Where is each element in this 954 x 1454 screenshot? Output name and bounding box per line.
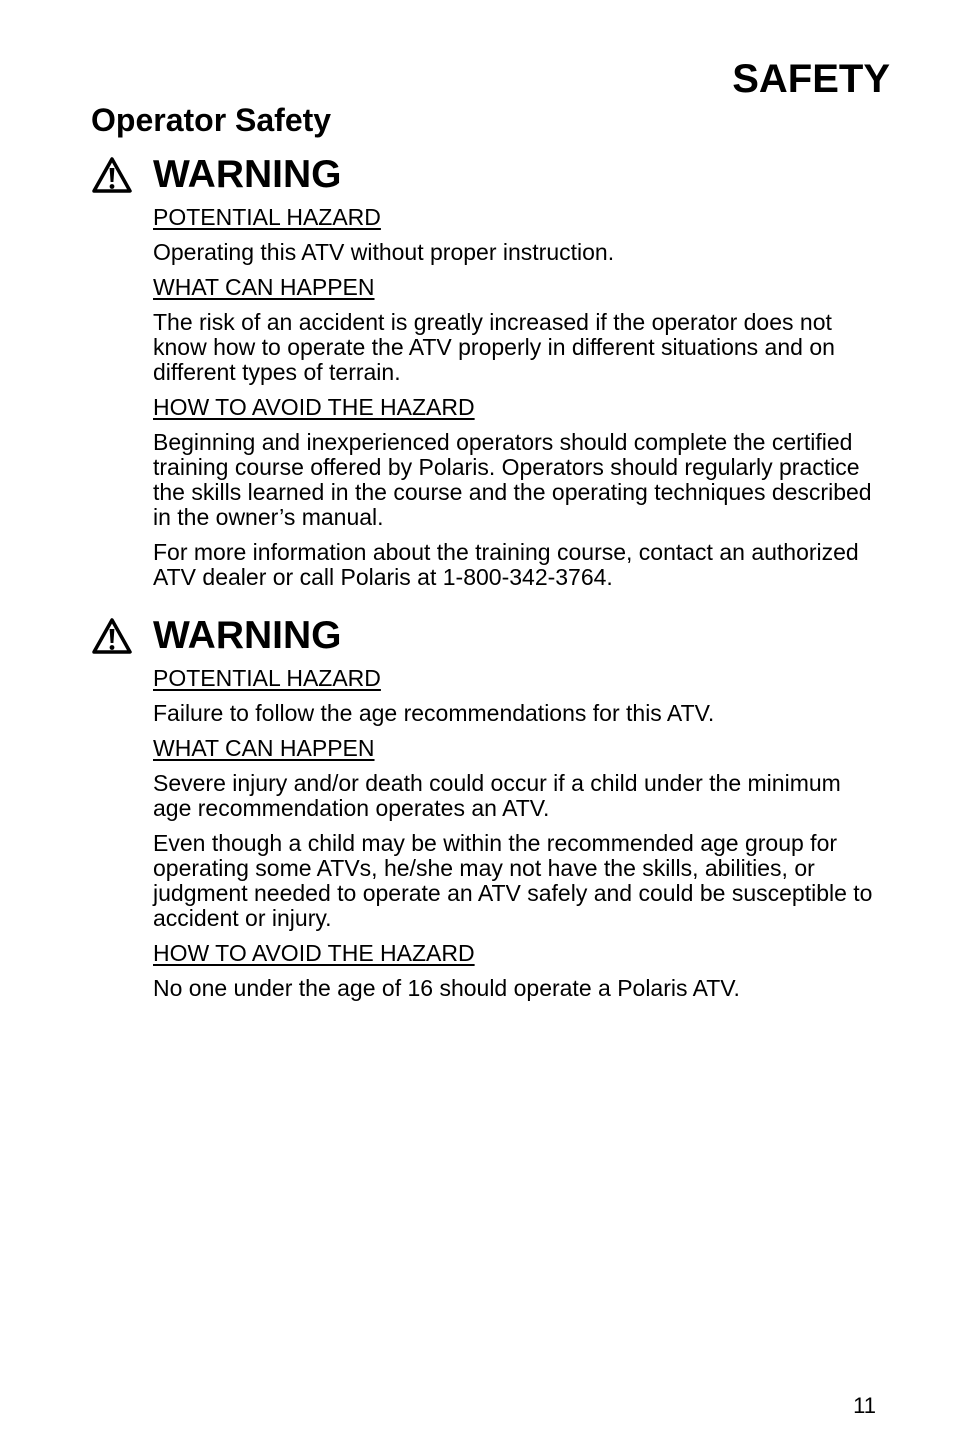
warning-title: WARNING <box>153 153 342 196</box>
what-can-happen-label: WHAT CAN HAPPEN <box>153 274 375 300</box>
warning-header <box>91 151 891 199</box>
warning-body <box>153 205 883 590</box>
warning-triangle-icon <box>92 157 132 193</box>
what-can-happen-text: The risk of an accident is greatly increased if the operator does not know how to operate the ATV properly in different situations and on different types of terrain. <box>153 309 835 385</box>
training-contact-text: For more information about the training course, contact an authorized ATV dealer or call Polaris at 1-800-342-3764. <box>153 539 859 590</box>
what-can-happen-label: WHAT CAN HAPPEN <box>153 735 375 761</box>
warning-block-instruction <box>91 151 891 600</box>
page-number: 11 <box>853 1393 876 1418</box>
potential-hazard-text: Operating this ATV without proper instruction. <box>153 239 615 265</box>
how-to-avoid-text: Beginning and inexperienced operators should complete the certified training course offered by Polaris. Operators should regularly practice the skills learned in the course and the operating techniques described in the owner’s manual. <box>153 429 872 530</box>
how-to-avoid-label: HOW TO AVOID THE HAZARD <box>153 940 475 966</box>
potential-hazard-text: Failure to follow the age recommendations for this ATV. <box>153 700 715 726</box>
warning-body <box>153 666 883 1001</box>
warning-triangle-icon <box>92 618 132 654</box>
warning-block-age <box>91 612 891 1011</box>
warning-header <box>91 612 891 660</box>
subsection-title: Operator Safety <box>91 102 332 138</box>
age-group-text: Even though a child may be within the recommended age group for operating some ATVs, he/she may not have the skills, abilities, or judgment needed to operate an ATV safely and could be susceptible to accident or injury. <box>153 830 873 931</box>
warning-title: WARNING <box>153 614 342 657</box>
potential-hazard-label: POTENTIAL HAZARD <box>153 204 381 230</box>
what-can-happen-text: Severe injury and/or death could occur if a child under the minimum age recommendation operates an ATV. <box>153 770 841 821</box>
how-to-avoid-label: HOW TO AVOID THE HAZARD <box>153 394 475 420</box>
section-title: SAFETY <box>732 57 890 101</box>
potential-hazard-label: POTENTIAL HAZARD <box>153 665 381 691</box>
how-to-avoid-text: No one under the age of 16 should operate a Polaris ATV. <box>153 975 740 1001</box>
